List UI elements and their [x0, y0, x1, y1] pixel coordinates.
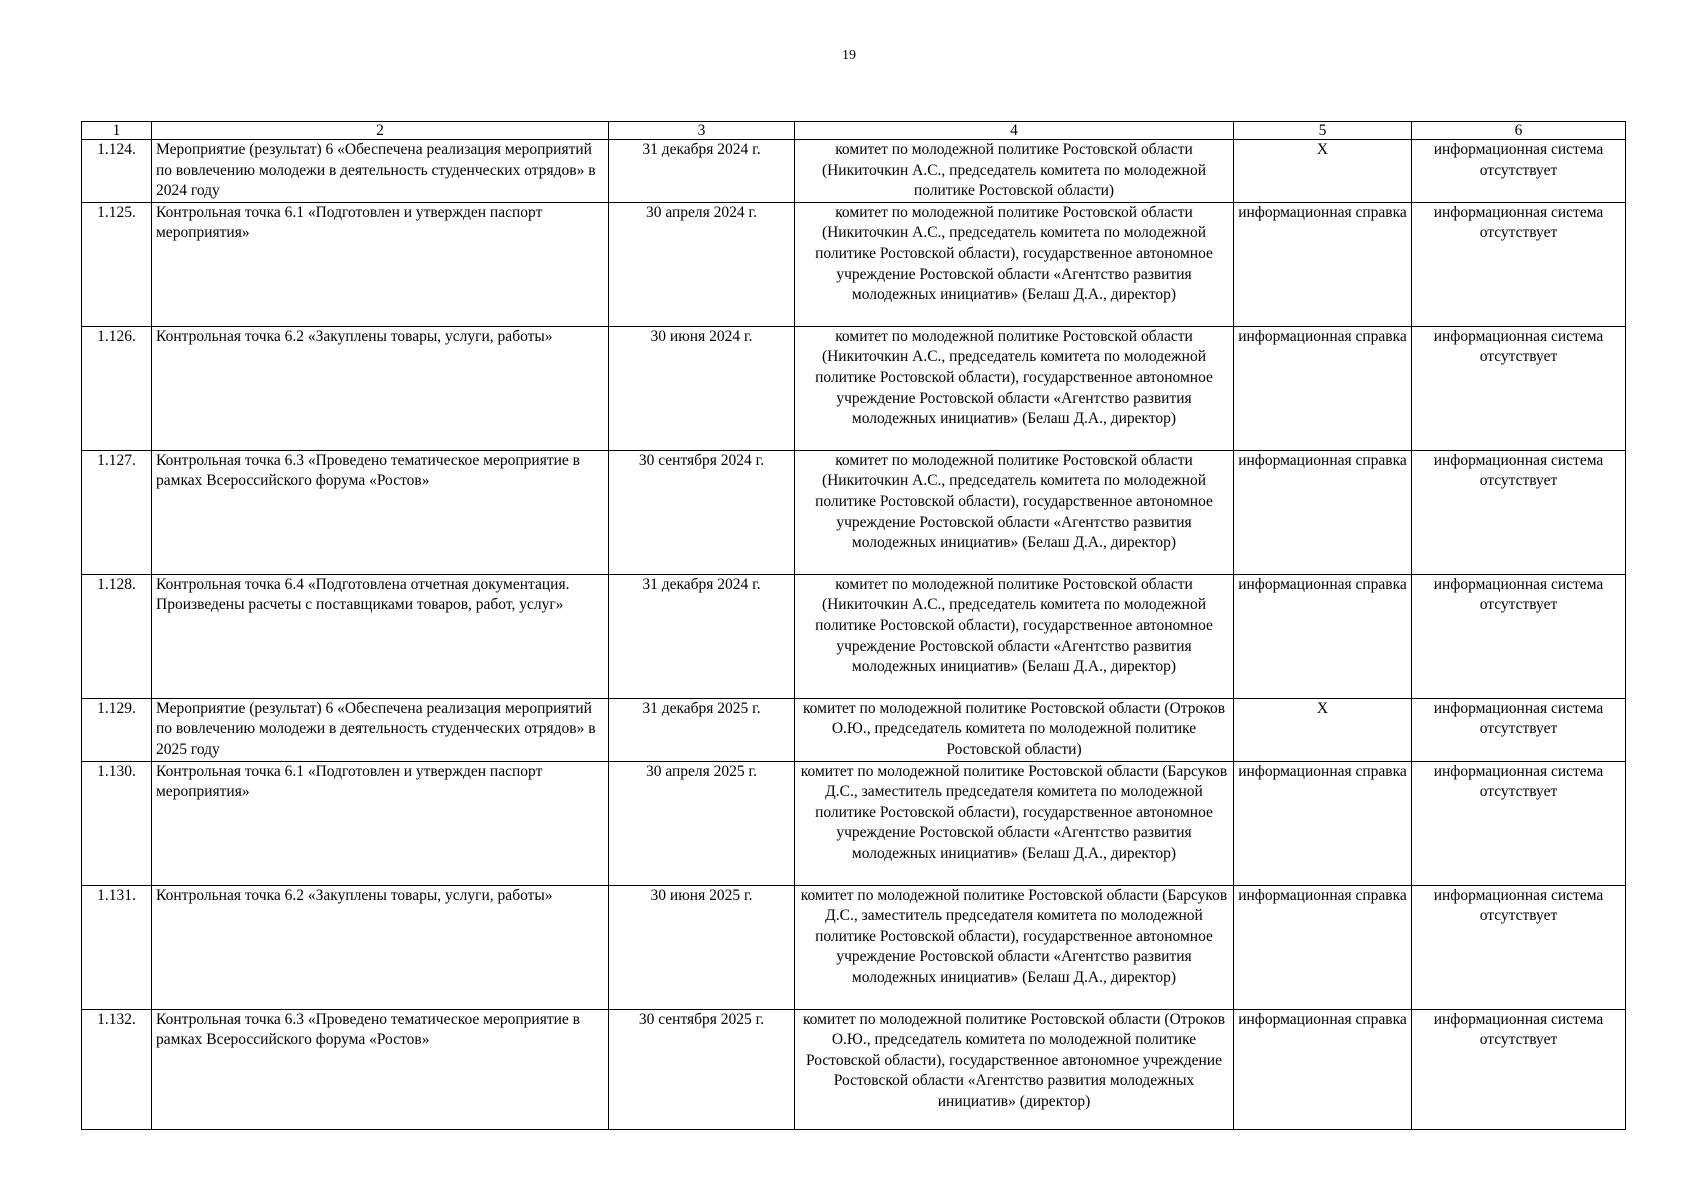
table-row: [82, 885, 1626, 1009]
confirming-document: информационная справка: [1234, 450, 1412, 574]
table-row: [82, 140, 1626, 203]
row-number: 1.128.: [82, 574, 152, 698]
row-number: 1.124.: [82, 140, 152, 203]
table-row: [82, 761, 1626, 885]
event-name: Мероприятие (результат) 6 «Обеспечена реализация мероприятий по вовлечению молодежи в деятельность студенческих отрядов» в 2025 году: [152, 698, 609, 761]
information-system: информационная система отсутствует: [1412, 574, 1626, 698]
information-system: информационная система отсутствует: [1412, 450, 1626, 574]
information-system: информационная система отсутствует: [1412, 326, 1626, 450]
column-header: 3: [609, 122, 795, 140]
due-date: 30 июня 2024 г.: [609, 326, 795, 450]
due-date: 31 декабря 2024 г.: [609, 140, 795, 203]
information-system: информационная система отсутствует: [1412, 698, 1626, 761]
table-row: [82, 450, 1626, 574]
table-row: [82, 1009, 1626, 1129]
information-system: информационная система отсутствует: [1412, 202, 1626, 326]
column-header: 5: [1234, 122, 1412, 140]
responsible: комитет по молодежной политике Ростовской области (Никиточкин А.С., председатель комитета по молодежной политике Ростовской области), государственное автономное учреждение Ростовской области «Агентство развития молодежных инициатив» (Белаш Д.А., директор): [795, 450, 1234, 574]
event-name: Контрольная точка 6.3 «Проведено тематическое мероприятие в рамках Всероссийского форума «Ростов»: [152, 450, 609, 574]
responsible: комитет по молодежной политике Ростовской области (Никиточкин А.С., председатель комитета по молодежной политике Ростовской области): [795, 140, 1234, 203]
responsible: комитет по молодежной политике Ростовской области (Барсуков Д.С., заместитель председателя комитета по молодежной политике Ростовской области), государственное автономное учреждение Ростовской области «Агентство развития молодежных инициатив» (Белаш Д.А., директор): [795, 761, 1234, 885]
confirming-document: информационная справка: [1234, 885, 1412, 1009]
page-number: 19: [842, 48, 856, 63]
due-date: 30 июня 2025 г.: [609, 885, 795, 1009]
event-name: Контрольная точка 6.1 «Подготовлен и утвержден паспорт мероприятия»: [152, 761, 609, 885]
row-number: 1.130.: [82, 761, 152, 885]
table-row: [82, 574, 1626, 698]
responsible: комитет по молодежной политике Ростовской области (Отроков О.Ю., председатель комитета по молодежной политике Ростовской области), государственное автономное учреждение Ростовской области «Агентство развития молодежных инициатив» (директор): [795, 1009, 1234, 1129]
table-row: [82, 698, 1626, 761]
row-number: 1.125.: [82, 202, 152, 326]
information-system: информационная система отсутствует: [1412, 1009, 1626, 1129]
due-date: 30 сентября 2024 г.: [609, 450, 795, 574]
table-row: [82, 202, 1626, 326]
row-number: 1.129.: [82, 698, 152, 761]
column-number-row: [82, 122, 1626, 140]
confirming-document: информационная справка: [1234, 574, 1412, 698]
due-date: 31 декабря 2024 г.: [609, 574, 795, 698]
event-name: Мероприятие (результат) 6 «Обеспечена реализация мероприятий по вовлечению молодежи в деятельность студенческих отрядов» в 2024 году: [152, 140, 609, 203]
responsible: комитет по молодежной политике Ростовской области (Никиточкин А.С., председатель комитета по молодежной политике Ростовской области), государственное автономное учреждение Ростовской области «Агентство развития молодежных инициатив» (Белаш Д.А., директор): [795, 574, 1234, 698]
responsible: комитет по молодежной политике Ростовской области (Отроков О.Ю., председатель комитета по молодежной политике Ростовской области): [795, 698, 1234, 761]
confirming-document: информационная справка: [1234, 1009, 1412, 1129]
due-date: 30 апреля 2025 г.: [609, 761, 795, 885]
due-date: 30 сентября 2025 г.: [609, 1009, 795, 1129]
responsible: комитет по молодежной политике Ростовской области (Никиточкин А.С., председатель комитета по молодежной политике Ростовской области), государственное автономное учреждение Ростовской области «Агентство развития молодежных инициатив» (Белаш Д.А., директор): [795, 202, 1234, 326]
confirming-document: Х: [1234, 698, 1412, 761]
row-number: 1.127.: [82, 450, 152, 574]
event-name: Контрольная точка 6.2 «Закуплены товары, услуги, работы»: [152, 326, 609, 450]
event-name: Контрольная точка 6.1 «Подготовлен и утвержден паспорт мероприятия»: [152, 202, 609, 326]
responsible: комитет по молодежной политике Ростовской области (Никиточкин А.С., председатель комитета по молодежной политике Ростовской области), государственное автономное учреждение Ростовской области «Агентство развития молодежных инициатив» (Белаш Д.А., директор): [795, 326, 1234, 450]
due-date: 31 декабря 2025 г.: [609, 698, 795, 761]
responsible: комитет по молодежной политике Ростовской области (Барсуков Д.С., заместитель председателя комитета по молодежной политике Ростовской области), государственное автономное учреждение Ростовской области «Агентство развития молодежных инициатив» (Белаш Д.А., директор): [795, 885, 1234, 1009]
column-header: 4: [795, 122, 1234, 140]
confirming-document: информационная справка: [1234, 202, 1412, 326]
plan-table: [81, 121, 1626, 1130]
information-system: информационная система отсутствует: [1412, 761, 1626, 885]
event-name: Контрольная точка 6.3 «Проведено тематическое мероприятие в рамках Всероссийского форума «Ростов»: [152, 1009, 609, 1129]
row-number: 1.131.: [82, 885, 152, 1009]
information-system: информационная система отсутствует: [1412, 140, 1626, 203]
information-system: информационная система отсутствует: [1412, 885, 1626, 1009]
row-number: 1.126.: [82, 326, 152, 450]
table-row: [82, 326, 1626, 450]
column-header: 2: [152, 122, 609, 140]
row-number: 1.132.: [82, 1009, 152, 1129]
due-date: 30 апреля 2024 г.: [609, 202, 795, 326]
confirming-document: информационная справка: [1234, 761, 1412, 885]
column-header: 6: [1412, 122, 1626, 140]
event-name: Контрольная точка 6.2 «Закуплены товары, услуги, работы»: [152, 885, 609, 1009]
confirming-document: информационная справка: [1234, 326, 1412, 450]
event-name: Контрольная точка 6.4 «Подготовлена отчетная документация. Произведены расчеты с поставщиками товаров, работ, услуг»: [152, 574, 609, 698]
column-header: 1: [82, 122, 152, 140]
confirming-document: Х: [1234, 140, 1412, 203]
